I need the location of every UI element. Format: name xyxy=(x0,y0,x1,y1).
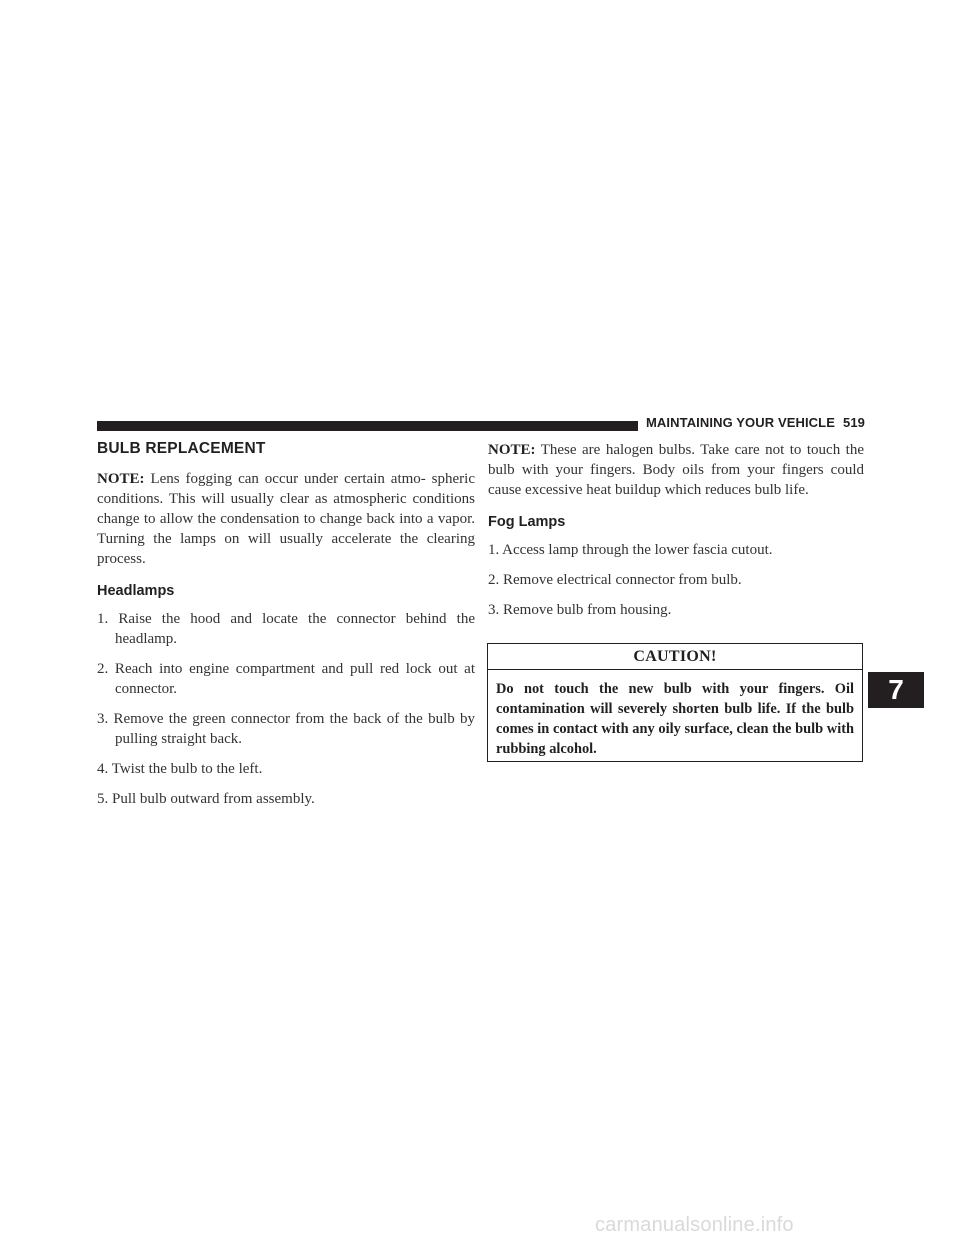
list-item: 1. Access lamp through the lower fascia cutout. xyxy=(488,542,773,558)
list-item: 2. Remove electrical connector from bulb. xyxy=(488,572,742,588)
list-item: 4. Twist the bulb to the left. xyxy=(97,761,263,777)
note-text: Lens fogging can occur under certain atmo- spheric conditions. This will usually clear as atmospheric conditions change to allow the condensation to change back into a vapor. Turning the lamps on will usually accelerate the clearing process. xyxy=(97,471,476,567)
chapter-tab: 7 xyxy=(868,672,924,708)
headlamp-steps xyxy=(97,609,475,809)
subheading-headlamps: Headlamps xyxy=(97,583,175,599)
list-item: 3. Remove bulb from housing. xyxy=(488,602,672,618)
watermark: carmanualsonline.info xyxy=(595,1214,794,1236)
list-item: 2. Reach into engine compartment and pull red lock out at connector. xyxy=(97,661,475,697)
subheading-fog-lamps: Fog Lamps xyxy=(488,514,566,530)
list-item: 1. Raise the hood and locate the connector behind the headlamp. xyxy=(97,611,475,647)
section-title: BULB REPLACEMENT xyxy=(97,440,266,457)
header-rule xyxy=(97,421,638,431)
caution-box xyxy=(487,643,863,762)
left-column xyxy=(97,440,475,819)
header-title: MAINTAINING YOUR VEHICLE xyxy=(646,415,835,430)
note-label: NOTE: xyxy=(488,442,536,458)
caution-text: Do not touch the new bulb with your fingers. Oil contamination will severely shorten bulb life. If the bulb comes in contact with any oily surface, clean the bulb with rubbing alcohol. xyxy=(496,681,854,757)
note-paragraph xyxy=(97,469,475,569)
note-label: NOTE: xyxy=(97,471,145,487)
page-number: 519 xyxy=(842,415,865,430)
fog-lamp-steps xyxy=(488,540,864,620)
running-header xyxy=(646,415,866,430)
right-column xyxy=(488,440,864,630)
list-item: 5. Pull bulb outward from assembly. xyxy=(97,791,315,807)
caution-title: CAUTION! xyxy=(488,644,862,670)
note-paragraph xyxy=(488,440,864,500)
note-text: These are halogen bulbs. Take care not to touch the bulb with your fingers. Body oils from your fingers could cause excessive heat buildup which reduces bulb life. xyxy=(488,442,865,498)
list-item: 3. Remove the green connector from the back of the bulb by pulling straight back. xyxy=(97,711,475,747)
